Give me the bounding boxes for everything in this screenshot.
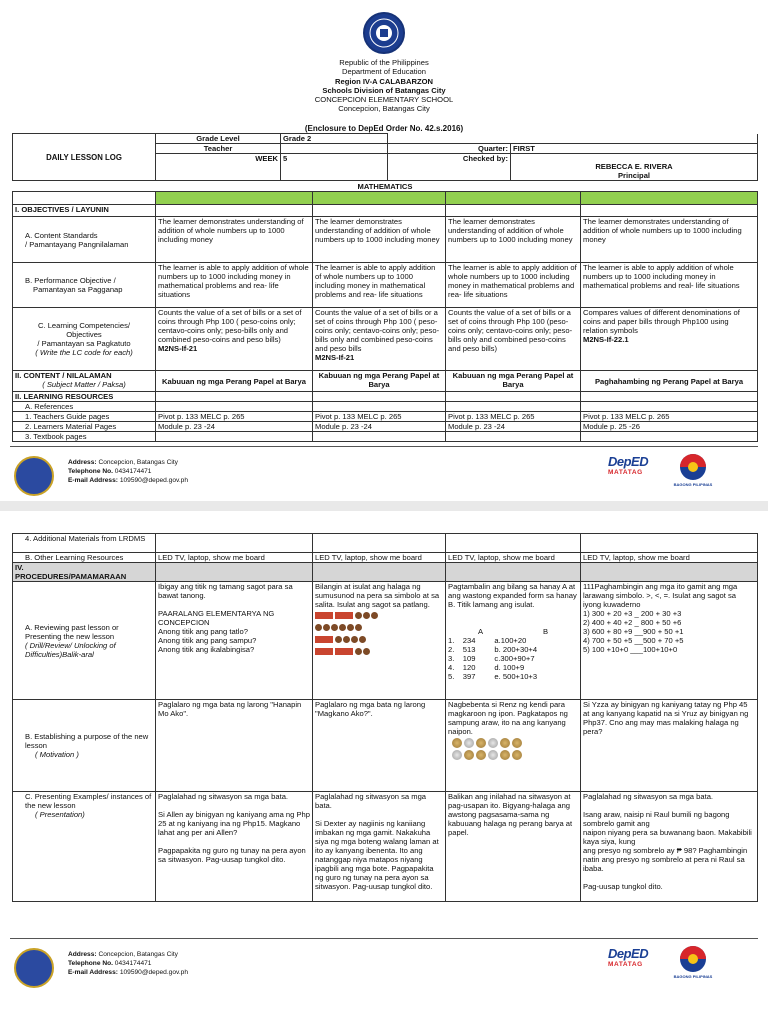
other-resources-label: B. Other Learning Resources: [13, 553, 156, 563]
week-value: 5: [281, 154, 388, 181]
address-label: Address:: [68, 459, 97, 466]
footer-divider-2: [10, 938, 758, 939]
matching-row-3: 3. 109 c.300+90+7: [448, 654, 535, 663]
performance-objective-title: B. Performance Objective /: [25, 276, 116, 285]
teachers-guide-label: 1. Teachers Guide pages: [13, 412, 156, 422]
establishing-purpose-title: B. Establishing a purpose of the new lesson: [25, 732, 149, 750]
learners-material-day3: Module p. 23 -24: [446, 422, 581, 432]
money-picture: [315, 612, 443, 657]
performance-objective-day1: The learner is able to apply addition of whole numbers up to 1000 including money in mathematical problems and rea- life situations: [156, 263, 313, 308]
content-standard-day3: The learner demonstrates understanding of addition of whole numbers up to 1000 including money: [446, 217, 581, 263]
learners-material-label: 2. Learners Material Pages: [13, 422, 156, 432]
footer-divider: [10, 446, 758, 447]
content-day4: Paghahambing ng Perang Papel at Barya: [581, 371, 758, 392]
school-seal-icon-2: [14, 948, 54, 988]
column-b-header: B: [542, 627, 549, 636]
email-value: 109590@deped.gov.ph: [119, 477, 188, 484]
matching-columns: [448, 627, 578, 636]
content-day3: Kabuuan ng mga Perang Papel at Barya: [446, 371, 581, 392]
green-band: [156, 192, 313, 205]
establishing-purpose-label: [13, 700, 156, 792]
objectives-heading: [13, 192, 156, 205]
document-page-1: [0, 0, 768, 501]
comparison-item-5: 5) 100 +10+0 ___100+10+0: [583, 645, 678, 654]
bagong-pilipinas-logo: [668, 452, 718, 492]
teachers-guide-day3: Pivot p. 133 MELC p. 265: [446, 412, 581, 422]
presentation-day2-situation: Si Dexter ay nagiinis ng kaniiang imbakan ng mga gamit. Nakakuha siya ng mga boteng walang laman at ito ay kanyang ibenenta. Ito ang natanggap niya matapos niyang ipagbili ang mga bote. Pagpapakita ng guro ng tunay na pera ayon sa sitwasyon. Pag-uusap tungkol dito.: [315, 819, 439, 891]
presentation-day4-discussion: Pag-uusap tungkol dito.: [583, 882, 663, 891]
header-line-department: Department of Education: [341, 67, 426, 77]
presentation-day4-line2: naipon niyang pera sa buwanang baon. Makabibili kaya siya, kung: [583, 828, 752, 846]
review-day1-q2: Anong titik ang pang sampu?: [158, 636, 257, 645]
motivation-day3: [446, 700, 581, 792]
content-day1: Kabuuan ng mga Perang Papel at Barya: [156, 371, 313, 392]
deped-logo-text: DepED: [608, 454, 649, 469]
motivation-day1: Paglalaro ng mga bata ng larong "Hanapin Mo Ako".: [156, 700, 313, 792]
presentation-day4-line1: Isang araw, naisip ni Raul bumili ng bagong sombrelo gamit ang: [583, 810, 730, 828]
footer-contact: [68, 458, 188, 485]
content-day2: Kabuuan ng mga Perang Papel at Barya: [313, 371, 446, 392]
teachers-guide-day4: Pivot p. 133 MELC p. 265: [581, 412, 758, 422]
presentation-day3: Balikan ang inilahad na sitwasyon at pag-usapan ito. Bigyang-halaga ang awstong pagsasama-sama ng kabuuang halaga ng perang barya at papel.: [446, 792, 581, 902]
telephone-value: 0434174471: [114, 468, 152, 475]
lc-text-day4: Compares values of different denominations of coins and paper bills through Php100 using relation symbols: [583, 308, 740, 335]
presentation-day2: [313, 792, 446, 902]
content-standards-label: [13, 217, 156, 263]
content-standard-day4: The learner demonstrates understanding of addition of whole numbers up to 1000 including money: [581, 217, 758, 263]
learners-material-day4: Module p. 25 -26: [581, 422, 758, 432]
presentation-day2-intro: Paglalahad ng sitwasyon sa mga bata.: [315, 792, 427, 810]
quarter-label: Quarter:: [388, 144, 511, 154]
learning-competencies-objectives: Objectives: [66, 330, 102, 339]
additional-materials-label: 4. Additional Materials from LRDMS: [13, 534, 156, 553]
performance-objective-subtitle: Pamantayan sa Pagganap: [33, 285, 123, 294]
learning-competencies-title: C. Learning Competencies/: [37, 321, 131, 330]
objectives-table: [12, 182, 758, 442]
matching-row-2: 2. 513 b. 200+30+4: [448, 645, 538, 654]
review-day2-instruction: Bilangin at isulat ang halaga ng sumusunod na pera sa simbolo at sa salita. Isulat ang sagot sa patlang.: [315, 582, 440, 609]
presenting-examples-title: C. Presenting Examples/ instances of the new lesson: [25, 792, 152, 810]
matatag-text: MATATAG: [608, 469, 643, 476]
content-standard-day2: The learner demonstrates understanding of addition of whole numbers up to 1000 including money: [313, 217, 446, 263]
page-footer-2: [0, 938, 768, 994]
lc-text-day2: Counts the value of a set of bills or a set of coins through Php 100 ( peso-coins only; centavo-coins only; peso-bills only and combined peso-coins and peso bills: [315, 308, 440, 353]
deped-matatag-logo-2: [608, 946, 662, 980]
principal-role: Principal: [617, 171, 651, 180]
teachers-guide-day1: Pivot p. 133 MELC p. 265: [156, 412, 313, 422]
teacher-label: Teacher: [156, 144, 281, 154]
performance-objective-label: [13, 263, 156, 308]
header-line-republic: Republic of the Philippines: [339, 58, 429, 67]
review-day4: [581, 582, 758, 700]
motivation-day3-text: Nagbebenta si Renz ng kendi para magkaroon ng ipon. Pagkatapos ng sampung araw, ito na ang kanyang naipon.: [448, 700, 568, 736]
matching-row-1: 1. 234 a.100+20: [448, 636, 527, 645]
presentation-day1-situation: Si Allen ay binigyan ng kaniyang ama ng Php 25 at ng kaniyang ina ng Php15. Magkano lahat ang per ani Allen?: [158, 810, 310, 837]
column-a-header: A: [477, 627, 484, 636]
presenting-examples-subtitle: ( Presentation): [35, 810, 85, 819]
lc-code-day1: M2NS-If-21: [158, 344, 198, 353]
learners-material-day2: Module p. 23 -24: [313, 422, 446, 432]
grade-level-label: Grade Level: [156, 134, 281, 144]
review-day1-instruction: Ibigay ang titik ng tamang sagot para sa bawat tanong.: [158, 582, 293, 600]
subject-title: MATHEMATICS: [357, 182, 413, 191]
lesson-log-info-table: [12, 133, 758, 181]
matching-row-5: 5. 397 e. 500+10+3: [448, 672, 538, 681]
content-title: II. CONTENT / NILALAMAN: [15, 371, 112, 380]
checked-by-cell: [511, 154, 758, 181]
objectives-label: I. OBJECTIVES / LAYUNIN: [13, 205, 156, 217]
content-standards-subtitle: / Pamantayang Pangnilalaman: [25, 239, 129, 249]
reviewing-label: [13, 582, 156, 700]
learners-material-day1: Module p. 23 -24: [156, 422, 313, 432]
coins-picture-row2: [452, 750, 578, 760]
review-day1: [156, 582, 313, 700]
procedures-title: PROCEDURES/PAMAMARAAN: [15, 572, 127, 581]
other-resources-day3: LED TV, laptop, show me board: [446, 553, 581, 563]
deped-seal-icon: [363, 12, 405, 54]
establishing-purpose-subtitle: ( Motivation ): [35, 750, 79, 759]
bagong-pilipinas-text: BAGONG PILIPINAS: [673, 482, 713, 487]
matatag-text-2: MATATAG: [608, 961, 643, 968]
email-label-2: E-mail Address:: [68, 969, 118, 976]
reviewing-title: A. Reviewing past lesson or Presenting the new lesson: [25, 622, 119, 641]
performance-objective-day3: The learner is able to apply addition of whole numbers up to 1000 including money in mathematical problems and rea- life situations: [446, 263, 581, 308]
procedures-table: [12, 533, 758, 902]
content-subtitle: ( Subject Matter / Paksa): [42, 380, 126, 389]
checked-by-label: Checked by:: [388, 154, 511, 181]
references-label: A. References: [13, 402, 156, 412]
learning-competencies-label: [13, 308, 156, 371]
school-header: [0, 58, 768, 114]
header-line-school: CONCEPCION ELEMENTARY SCHOOL: [314, 95, 454, 105]
presentation-day4-intro: Paglalahad ng sitwasyon sa mga bata.: [583, 792, 714, 801]
motivation-day2: Paglalaro ng mga bata ng larong "Magkano Ako?".: [313, 700, 446, 792]
header-line-address: Concepcion, Batangas City: [338, 104, 430, 114]
header-line-division: Schools Division of Batangas City: [322, 85, 446, 95]
content-standard-day1: The learner demonstrates understanding of addition of whole numbers up to 1000 including money: [156, 217, 313, 263]
comparison-item-4: 4) 700 + 50 +5 __500 + 70 +5: [583, 636, 684, 645]
procedures-label: [13, 563, 156, 582]
performance-objective-day2: The learner is able to apply addition of whole numbers up to 1000 including money in mathematical problems and rea- life situations: [313, 263, 446, 308]
comparison-item-1: 1) 300 + 20 +3 _ 200 + 30 +3: [583, 609, 682, 618]
header-line-region: Region IV-A CALABARZON: [334, 76, 433, 86]
comparison-item-3: 3) 600 + 80 +9 __900 + 50 +1: [583, 627, 684, 636]
school-seal-icon: [14, 456, 54, 496]
address-label-2: Address:: [68, 951, 97, 958]
email-label: E-mail Address:: [68, 477, 118, 484]
lc-code-day2: M2NS-If-21: [315, 353, 355, 362]
learning-competencies-subtitle: / Pamantayan sa Pagkatuto: [37, 339, 131, 348]
email-value-2: 109590@deped.gov.ph: [119, 969, 188, 976]
address-value: Concepcion, Batangas City: [98, 459, 178, 466]
telephone-label-2: Telephone No.: [68, 960, 113, 967]
review-day1-q3: Anong titik ang ikalabingisa?: [158, 645, 255, 654]
learning-competencies-note: ( Write the LC code for each): [35, 348, 133, 357]
enclosure-title: (Enclosure to DepEd Order No. 42.s.2016): [304, 124, 464, 133]
review-day1-phrase: PAARALANG ELEMENTARYA NG CONCEPCION: [158, 609, 275, 627]
learning-competency-day2: [313, 308, 446, 371]
teachers-guide-day2: Pivot p. 133 MELC p. 265: [313, 412, 446, 422]
presentation-day1-intro: Paglalahad ng sitwasyon sa mga bata.: [158, 792, 289, 801]
week-label: WEEK: [156, 154, 281, 181]
document-page-2: [0, 511, 768, 1024]
footer-contact-2: [68, 950, 188, 977]
quarter-value: FIRST: [511, 144, 758, 154]
learning-competency-day1: [156, 308, 313, 371]
coins-picture: [452, 738, 578, 748]
performance-objective-day4: The learner is able to apply addition of whole numbers up to 1000 including money in mathematical problems and real- life situations: [581, 263, 758, 308]
learning-competency-day4: [581, 308, 758, 371]
presentation-day4-line3: ang presyo ng sombrelo ay ₱ 98? Paghambingin natin ang presyo ng sombrelo at pera ni Raul sa ibaba.: [583, 846, 748, 873]
deped-matatag-logo: [608, 454, 662, 488]
other-resources-day2: LED TV, laptop, show me board: [313, 553, 446, 563]
lc-code-day4: M2NS-If-22.1: [583, 335, 629, 344]
procedures-number: IV.: [15, 563, 24, 572]
other-resources-day4: LED TV, laptop, show me board: [581, 553, 758, 563]
deped-logo-text-2: DepED: [608, 946, 649, 961]
content-standards-title: A. Content Standards: [25, 230, 98, 240]
bagong-pilipinas-logo-2: [668, 944, 718, 984]
telephone-label: Telephone No.: [68, 468, 113, 475]
page-footer: [0, 446, 768, 501]
learning-resources-label: II. LEARNING RESOURCES: [13, 392, 156, 402]
presentation-day4: [581, 792, 758, 902]
review-day4-instruction: 111Paghambingin ang mga ito gamit ang mga larawang simbolo. >, <, =. Isulat ang sagot sa iyong kuwaderno: [583, 582, 738, 609]
telephone-value-2: 0434174471: [114, 960, 152, 967]
learning-competency-day3: Counts the value of a set of bills or a set of coins through Php 100 (peso-coins only; centavo-coins only; peso-bills only and combined peso-coins and peso bills): [446, 308, 581, 371]
grade-level-value: Grade 2: [281, 134, 388, 144]
comparison-item-2: 2) 400 + 40 +2 _ 800 + 50 +6: [583, 618, 682, 627]
reviewing-subtitle: ( Drill/Review/ Unlocking of Difficulties)Balik-aral: [25, 640, 116, 659]
presentation-day1-activity: Pagpapakita ng guro ng tunay na pera ayon sa sitwasyon. Pag-uusap tungkol dito.: [158, 846, 306, 864]
review-day3-instruction: Pagtambalin ang bilang sa hanay A at ang wastong expanded form sa hanay B. Titik lamang ang isulat.: [448, 582, 577, 609]
daily-lesson-log-title: DAILY LESSON LOG: [13, 134, 156, 181]
other-resources-day1: LED TV, laptop, show me board: [156, 553, 313, 563]
presentation-day1: [156, 792, 313, 902]
review-day1-q1: Anong titik ang pang tatlo?: [158, 627, 248, 636]
address-value-2: Concepcion, Batangas City: [98, 951, 178, 958]
content-label: [13, 371, 156, 392]
lc-text-day1: Counts the value of a set of bills or a set of coins through Php 100 ( peso-coins only; centavo-coins only; peso-bills only and combined peso-coins and peso bills): [158, 308, 302, 344]
principal-name: REBECCA E. RIVERA: [595, 162, 673, 171]
presenting-examples-label: [13, 792, 156, 902]
textbook-pages-label: 3. Textbook pages: [13, 432, 156, 442]
matching-row-4: 4. 120 d. 100+9: [448, 663, 525, 672]
review-day2: [313, 582, 446, 700]
review-day3: [446, 582, 581, 700]
motivation-day4: Si Yzza ay binigyan ng kaniyang tatay ng Php 45 at ang kanyang kapatid na si Yruz ay binigyan ng Php37. Cno ang may mas malaking halaga ng pera?: [581, 700, 758, 792]
bagong-pilipinas-text-2: BAGONG PILIPINAS: [673, 974, 713, 979]
